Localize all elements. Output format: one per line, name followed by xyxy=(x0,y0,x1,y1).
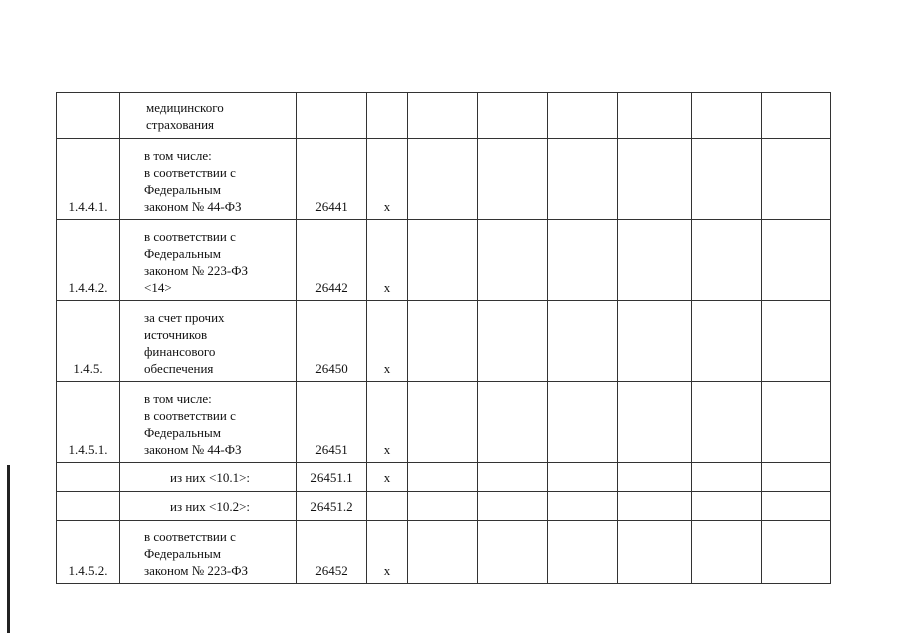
row-number-cell: 1.4.4.1. xyxy=(57,139,120,220)
row-mark-cell xyxy=(367,93,408,139)
empty-cell xyxy=(548,521,618,584)
financial-table xyxy=(56,92,831,584)
row-name-line: Федеральным xyxy=(144,546,221,561)
empty-cell xyxy=(408,521,478,584)
empty-cell xyxy=(762,93,831,139)
empty-cell xyxy=(762,521,831,584)
empty-cell xyxy=(548,139,618,220)
empty-cell xyxy=(692,463,762,492)
empty-cell xyxy=(478,463,548,492)
row-mark-cell: x xyxy=(367,463,408,492)
empty-cell xyxy=(618,492,692,521)
empty-cell xyxy=(762,463,831,492)
empty-cell xyxy=(478,301,548,382)
row-name-cell xyxy=(120,492,297,521)
table-row xyxy=(57,521,831,584)
empty-cell xyxy=(478,139,548,220)
row-mark-cell: x xyxy=(367,521,408,584)
row-name-line: Федеральным xyxy=(144,182,221,197)
row-name-cell xyxy=(120,220,297,301)
empty-cell xyxy=(548,220,618,301)
row-name-line: медицинского xyxy=(146,100,224,115)
empty-cell xyxy=(762,139,831,220)
empty-cell xyxy=(548,463,618,492)
row-name-cell xyxy=(120,463,297,492)
table-row xyxy=(57,220,831,301)
row-name-cell xyxy=(120,382,297,463)
table-row xyxy=(57,301,831,382)
empty-cell xyxy=(692,301,762,382)
row-name-line: <14> xyxy=(144,280,172,295)
empty-cell xyxy=(618,463,692,492)
empty-cell xyxy=(408,382,478,463)
row-name-line: в том числе: xyxy=(144,148,212,163)
empty-cell xyxy=(548,93,618,139)
row-number-cell xyxy=(57,492,120,521)
empty-cell xyxy=(478,93,548,139)
empty-cell xyxy=(478,382,548,463)
row-code-cell: 26442 xyxy=(297,220,367,301)
table-row xyxy=(57,492,831,521)
table-row xyxy=(57,463,831,492)
row-name-line: законом № 223-ФЗ xyxy=(144,263,249,278)
row-name-line: в соответствии с xyxy=(144,229,236,244)
row-name-cell xyxy=(120,93,297,139)
row-name-line: в соответствии с xyxy=(144,529,236,544)
empty-cell xyxy=(408,492,478,521)
empty-cell xyxy=(548,301,618,382)
row-number-cell: 1.4.5.2. xyxy=(57,521,120,584)
empty-cell xyxy=(762,492,831,521)
empty-cell xyxy=(618,139,692,220)
row-name-line: в соответствии с xyxy=(144,165,236,180)
empty-cell xyxy=(618,382,692,463)
row-name-line: страхования xyxy=(146,117,215,132)
row-name-line: законом № 44-ФЗ xyxy=(144,442,242,457)
empty-cell xyxy=(478,492,548,521)
table-row xyxy=(57,382,831,463)
empty-cell xyxy=(762,382,831,463)
row-mark-cell: x xyxy=(367,139,408,220)
row-number-cell xyxy=(57,93,120,139)
row-code-cell xyxy=(297,93,367,139)
empty-cell xyxy=(408,463,478,492)
empty-cell xyxy=(548,492,618,521)
empty-cell xyxy=(408,220,478,301)
empty-cell xyxy=(692,220,762,301)
scan-edge-mark xyxy=(7,465,10,633)
row-code-cell: 26450 xyxy=(297,301,367,382)
row-name-line: из них <10.1>: xyxy=(170,469,251,485)
empty-cell xyxy=(408,93,478,139)
empty-cell xyxy=(478,220,548,301)
row-mark-cell: x xyxy=(367,382,408,463)
empty-cell xyxy=(692,521,762,584)
empty-cell xyxy=(692,139,762,220)
empty-cell xyxy=(692,382,762,463)
row-name-cell xyxy=(120,139,297,220)
row-number-cell: 1.4.4.2. xyxy=(57,220,120,301)
empty-cell xyxy=(762,301,831,382)
row-name-line: в том числе: xyxy=(144,391,212,406)
row-name-line: Федеральным xyxy=(144,425,221,440)
empty-cell xyxy=(618,301,692,382)
empty-cell xyxy=(692,492,762,521)
empty-cell xyxy=(548,382,618,463)
table-row xyxy=(57,93,831,139)
row-name-line: за счет прочих xyxy=(144,310,225,325)
row-name-line: из них <10.2>: xyxy=(170,498,251,514)
row-number-cell xyxy=(57,463,120,492)
empty-cell xyxy=(408,301,478,382)
row-number-cell: 1.4.5.1. xyxy=(57,382,120,463)
row-name-line: Федеральным xyxy=(144,246,221,261)
empty-cell xyxy=(618,93,692,139)
empty-cell xyxy=(618,220,692,301)
row-name-line: законом № 44-ФЗ xyxy=(144,199,242,214)
row-code-cell: 26452 xyxy=(297,521,367,584)
row-mark-cell: x xyxy=(367,301,408,382)
row-name-line: в соответствии с xyxy=(144,408,236,423)
table-row xyxy=(57,139,831,220)
row-mark-cell: x xyxy=(367,220,408,301)
empty-cell xyxy=(618,521,692,584)
row-code-cell: 26451.2 xyxy=(297,492,367,521)
row-mark-cell xyxy=(367,492,408,521)
row-number-cell: 1.4.5. xyxy=(57,301,120,382)
row-name-cell xyxy=(120,521,297,584)
empty-cell xyxy=(478,521,548,584)
row-code-cell: 26451.1 xyxy=(297,463,367,492)
row-name-line: источников xyxy=(144,327,208,342)
empty-cell xyxy=(692,93,762,139)
empty-cell xyxy=(762,220,831,301)
row-code-cell: 26451 xyxy=(297,382,367,463)
empty-cell xyxy=(408,139,478,220)
row-name-cell xyxy=(120,301,297,382)
row-name-line: финансового xyxy=(144,344,216,359)
row-code-cell: 26441 xyxy=(297,139,367,220)
row-name-line: обеспечения xyxy=(144,361,214,376)
row-name-line: законом № 223-ФЗ xyxy=(144,563,249,578)
